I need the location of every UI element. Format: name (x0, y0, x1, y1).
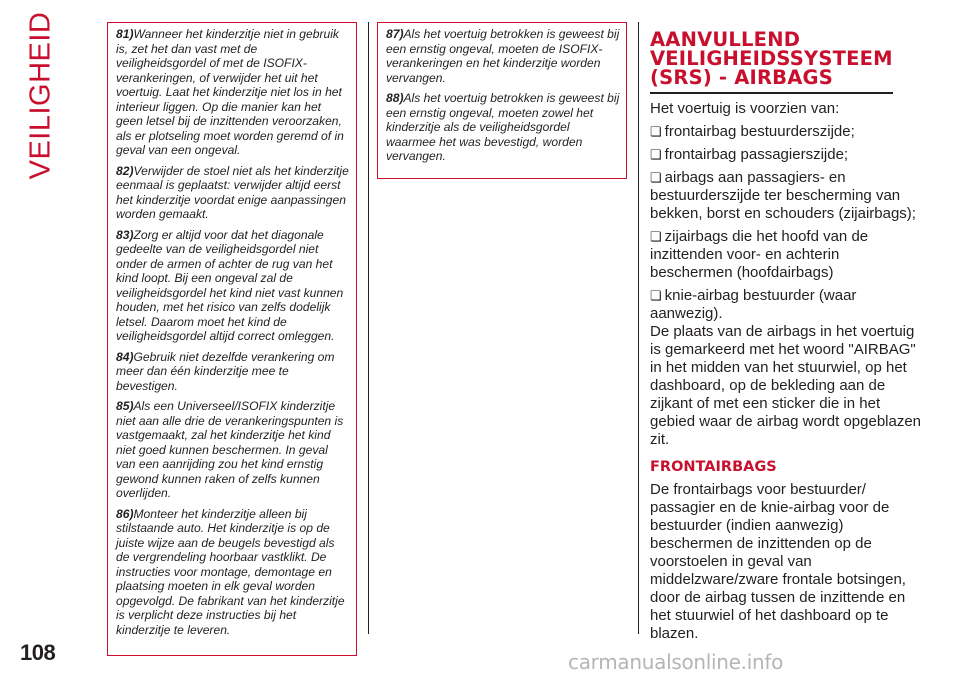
warning-note: 83)Zorg er altijd voor dat het diagonale gedeelte van de veiligheidsgordel niet onder de armen of achter de rug van het kind loopt. Bij een ongeval zal de veiligheidsgordel het kind niet vast kunnen houden, met het risico van zelfs dodelijk letsel. Daarom moet het kind de veiligheidsgordel altijd correct omleggen. (116, 227, 344, 343)
checkbox-square-icon: ❏ (650, 229, 662, 244)
intro-text: Het voertuig is voorzien van: (650, 100, 840, 117)
warning-notes-box-2 (377, 22, 627, 179)
warning-note: 86)Monteer het kinderzitje alleen bij stilstaande auto. Het kinderzitje is op de juiste wijze aan de beugels bevestigd als de vergrendeling hoorbaar vastklikt. De instructies voor montage, demontage en plaatsing moeten in elk geval worden opgevolgd. De fabrikant van het kinderzitje is verplicht deze instructies bij het kinderzitje te leveren. (116, 506, 345, 637)
checkbox-square-icon: ❏ (650, 288, 662, 303)
warning-note: 87)Als het voertuig betrokken is geweest bij een ernstig ongeval, moeten de ISOFIX-verankeringen en het kinderzitje worden vervangen. (386, 27, 620, 85)
column-divider (368, 22, 369, 634)
airbag-section (650, 22, 922, 648)
list-item: ❏ frontairbag bestuurderszijde; (650, 123, 855, 140)
list-item: ❏ airbags aan passagiers- en bestuurderszijde ter bescherming van bekken, borst en schouders (zijairbags); (650, 169, 916, 222)
checkbox-square-icon: ❏ (650, 170, 662, 185)
frontairbag-text: De frontairbags voor bestuurder/ passagier en de knie-airbag voor de bestuurder (indien aanwezig) beschermen de inzittenden op de voorstoelen in geval van middelzware/zware frontale botsingen, door de airbag tussen de inzittende en het stuurwiel of het dashboard op te blazen. (650, 481, 906, 642)
warning-note: 84)Gebruik niet dezelfde verankering om meer dan één kinderzitje mee te bevestigen. (116, 349, 335, 393)
section-side-title (0, 11, 84, 179)
column-divider (638, 22, 639, 634)
list-item: ❏ knie-airbag bestuurder (waar aanwezig). (650, 287, 857, 322)
page-number: 108 (20, 640, 56, 665)
checkbox-square-icon: ❏ (650, 124, 662, 139)
warning-note: 88)Als het voertuig betrokken is geweest bij een ernstig ongeval, moeten zowel het kinderzitje als de veiligheidsgordel waarmee het was bevestigd, worden vervangen. (386, 91, 620, 163)
list-item: ❏ frontairbag passagierszijde; (650, 146, 849, 163)
sub-heading: FRONTAIRBAGS (650, 459, 777, 475)
warning-note: 81)Wanneer het kinderzitje niet in gebruik is, zet het dan vast met de veiligheidsgordel of met de ISOFIX-verankeringen, of verwijder het uit het voertuig. Laat het kinderzitje niet los in het interieur liggen. Op die manier kan het geen letsel bij de inzittenden veroorzaken, als er plotseling moet worden geremd of in geval van een ongeval. (116, 27, 344, 157)
watermark: carmanualsonline.info (568, 650, 784, 674)
list-item: ❏ zijairbags die het hoofd van de inzittenden voor- en achterin beschermen (hoofdairbags) (650, 228, 869, 281)
heading-line: AANVULLEND (650, 28, 801, 51)
heading-line: (SRS) - AIRBAGS (650, 66, 833, 89)
warning-note: 82)Verwijder de stoel niet als het kinderzitje eenmaal is geplaatst: verwijder altijd eerst het kinderzitje voordat enige aanpassingen worden gemaakt. (116, 163, 349, 221)
section-title-text: VEILIGHEID (24, 11, 57, 179)
warning-notes-box-1 (107, 22, 357, 656)
airbag-location-text: De plaats van de airbags in het voertuig is gemarkeerd met het woord "AIRBAG" in het midden van het stuurwiel, op het dashboard, op de bekleding aan de zijkant of met een sticker die in het gebied waar de airbag wordt opgeblazen zit. (650, 323, 922, 448)
warning-note: 85)Als een Universeel/ISOFIX kinderzitje niet aan alle drie de verankeringspunten is vastgemaakt, zal het kinderzitje het kind niet goed kunnen beschermen. In geval van een aanrijding zou het kind ernstig gewond kunnen raken of zelfs kunnen overlijden. (116, 399, 344, 500)
section-heading (650, 30, 893, 94)
heading-line: VEILIGHEIDSSYSTEEM (650, 47, 893, 70)
checkbox-square-icon: ❏ (650, 147, 662, 162)
